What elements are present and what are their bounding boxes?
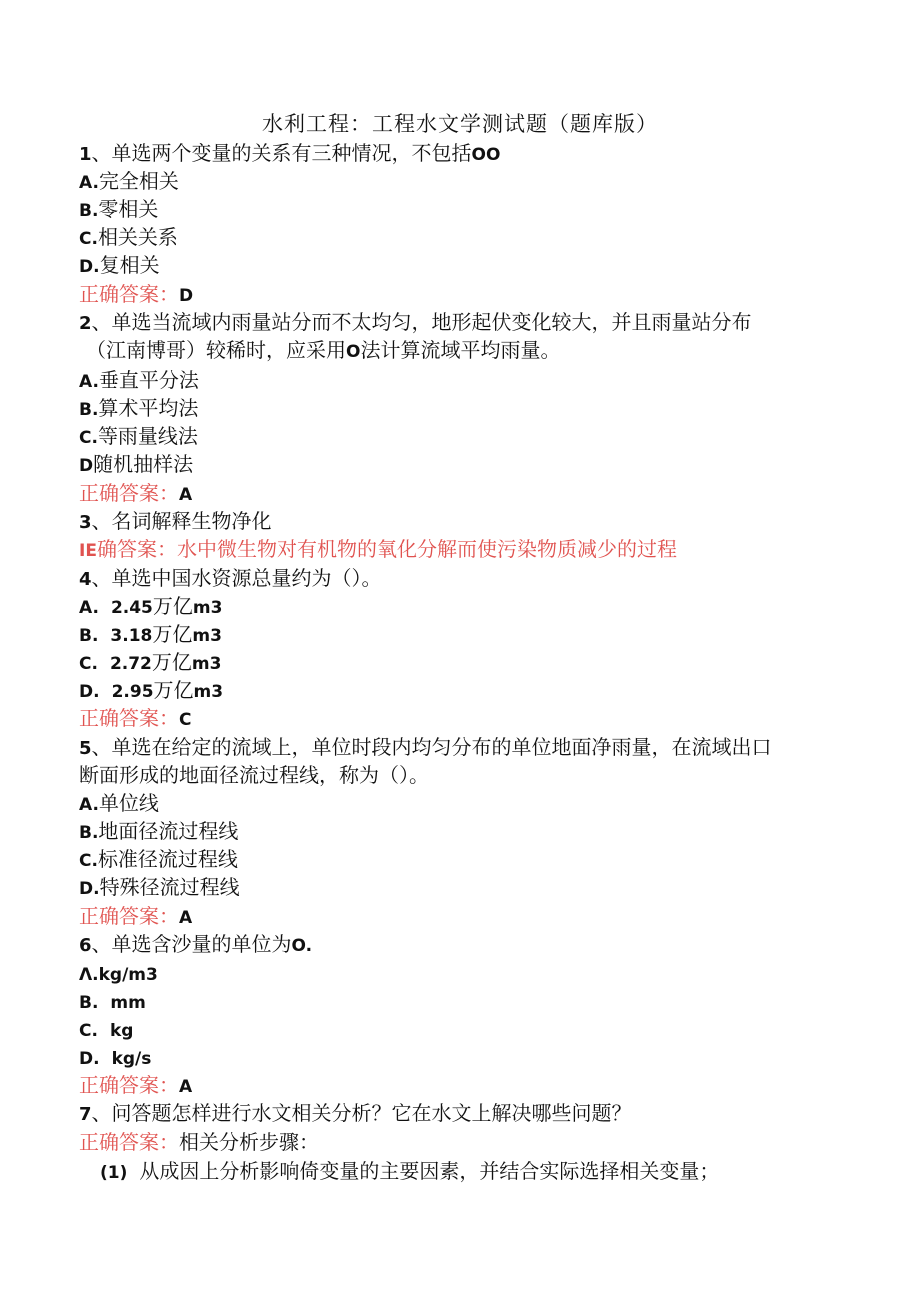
option-text: 零相关 <box>98 197 159 221</box>
option-b <box>79 394 198 424</box>
option-a <box>79 959 158 989</box>
option-b <box>79 620 222 650</box>
option-c <box>79 422 198 452</box>
step-text: 从成因上分析影响倚变量的主要因素，并结合实际选择相关变量； <box>139 1159 720 1183</box>
option-b <box>79 195 158 225</box>
step-number: (1) <box>100 1163 128 1183</box>
question-5 <box>79 733 772 763</box>
option-text: 地面径流过程线 <box>98 819 239 843</box>
option-d <box>79 676 223 706</box>
answer-label: 正确答案： <box>79 904 179 928</box>
question-number: 4 <box>79 569 92 590</box>
option-letter: D. <box>79 1049 100 1069</box>
option-text: 随机抽样法 <box>93 452 194 476</box>
option-d <box>79 450 193 480</box>
option-text: 算术平均法 <box>98 396 199 420</box>
answer-line <box>79 902 192 932</box>
question-text: 、单选两个变量的关系有三种情况，不包括 <box>91 141 472 165</box>
option-text: kg/s <box>111 1049 152 1069</box>
option-unit: m3 <box>192 626 222 646</box>
question-number: 5 <box>79 738 92 759</box>
option-text: 单位线 <box>98 791 159 815</box>
question-text: 、单选当流域内雨量站分而不太均匀，地形起伏变化较大，并且雨量站分布 <box>91 310 752 334</box>
option-letter: D. <box>79 879 100 899</box>
option-text: 垂直平分法 <box>98 368 199 392</box>
question-3 <box>79 507 272 537</box>
option-text: 相关关系 <box>97 225 178 249</box>
question-blank: O. <box>291 936 313 956</box>
option-letter: A. <box>79 372 99 392</box>
option-letter: B. <box>79 823 99 843</box>
question-7 <box>79 1099 632 1129</box>
answer-label: 正确答案： <box>79 481 179 505</box>
question-text: 、单选在给定的流域上，单位时段内均匀分布的单位地面净雨量，在流域出口 <box>91 735 772 759</box>
option-unit-cn: 万亿 <box>152 594 193 618</box>
option-letter: A. <box>79 598 99 618</box>
option-letter: A. <box>79 173 99 193</box>
option-b <box>79 817 238 847</box>
question-blank: OO <box>471 145 501 165</box>
option-letter: Λ. <box>79 965 99 985</box>
question-number: 1 <box>79 144 92 165</box>
question-2-continued <box>86 336 560 366</box>
answer-label: 正确答案： <box>79 706 179 730</box>
option-text: kg/m3 <box>98 965 158 985</box>
option-unit-cn: 万亿 <box>151 650 192 674</box>
option-unit: m3 <box>192 598 223 618</box>
answer-line <box>79 1128 319 1156</box>
option-text: mm <box>110 993 146 1013</box>
option-unit-cn: 万亿 <box>152 622 193 646</box>
option-letter: C. <box>79 654 98 674</box>
option-value: 2.72 <box>109 654 152 674</box>
answer-label: 确答案： <box>96 537 177 561</box>
question-text: 、单选中国水资源总量约为（）。 <box>91 566 382 590</box>
question-number: 3 <box>79 512 92 533</box>
option-c <box>79 648 221 678</box>
option-text: 特殊径流过程线 <box>99 875 240 899</box>
answer-line <box>79 479 192 509</box>
question-text: 、名词解释生物净化 <box>91 509 272 533</box>
question-text: 、问答题怎样进行水文相关分析？它在水文上解决哪些问题？ <box>91 1101 632 1125</box>
answer-line <box>79 280 193 310</box>
option-letter: B. <box>79 400 99 420</box>
option-letter: B. <box>79 626 99 646</box>
option-unit: m3 <box>191 654 222 674</box>
answer-value: D <box>179 286 194 306</box>
option-letter: C. <box>79 229 98 249</box>
answer-value: A <box>179 908 193 928</box>
option-letter: B. <box>79 993 99 1013</box>
answer-intro: 相关分析步骤： <box>179 1130 319 1154</box>
answer-line <box>79 1071 192 1101</box>
answer-value: C <box>179 710 192 730</box>
question-number: 7 <box>79 1104 92 1125</box>
option-text: 复相关 <box>99 253 160 277</box>
document-title: 水利工程：工程水文学测试题（题库版） <box>262 112 658 136</box>
question-4 <box>79 564 382 594</box>
option-text: 标准径流过程线 <box>97 847 238 871</box>
option-letter: C. <box>79 851 98 871</box>
answer-label: 正确答案： <box>79 1130 179 1154</box>
option-d <box>79 873 240 903</box>
option-unit: m3 <box>193 682 224 702</box>
answer-step-1 <box>100 1157 719 1187</box>
option-a <box>79 167 179 197</box>
question-number: 6 <box>79 935 92 956</box>
option-letter: D <box>79 456 94 476</box>
option-c <box>79 1015 133 1045</box>
answer-value: A <box>179 485 193 505</box>
answer-line <box>79 704 191 734</box>
option-b <box>79 987 146 1017</box>
answer-line <box>79 535 677 565</box>
option-c <box>79 223 178 253</box>
option-letter: B. <box>79 201 99 221</box>
answer-label: 正确答案： <box>79 1073 179 1097</box>
question-text: 、单选含沙量的单位为 <box>91 932 292 956</box>
question-text: 法计算流域平均雨量。 <box>360 338 561 362</box>
option-letter: C. <box>79 428 98 448</box>
option-letter: C. <box>79 1021 98 1041</box>
question-text: （江南博哥）较稀时，应采用 <box>86 338 346 362</box>
question-5-continued <box>79 761 429 789</box>
option-text: 完全相关 <box>98 169 179 193</box>
option-value: 2.95 <box>111 682 154 702</box>
question-1 <box>79 139 500 169</box>
option-text: 等雨量线法 <box>97 424 198 448</box>
answer-value: A <box>179 1077 193 1097</box>
option-value: 2.45 <box>110 598 153 618</box>
question-blank: O <box>346 342 361 362</box>
question-number: 2 <box>79 313 92 334</box>
option-a <box>79 789 159 819</box>
answer-value: 水中微生物对有机物的氧化分解而使污染物质减少的过程 <box>176 537 677 561</box>
option-a <box>79 366 199 396</box>
option-d <box>79 251 160 281</box>
option-c <box>79 845 238 875</box>
question-text: 断面形成的地面径流过程线，称为（）。 <box>79 763 429 787</box>
option-letter: D. <box>79 682 100 702</box>
option-value: 3.18 <box>110 626 153 646</box>
question-6 <box>79 930 312 960</box>
option-a <box>79 592 222 622</box>
option-letter: D. <box>79 257 100 277</box>
option-text: kg <box>109 1021 134 1041</box>
option-unit-cn: 万亿 <box>153 678 194 702</box>
option-d <box>79 1043 151 1073</box>
answer-label: 正确答案： <box>79 282 179 306</box>
option-letter: A. <box>79 795 99 815</box>
question-2 <box>79 308 752 338</box>
answer-prefix: IE <box>79 541 97 561</box>
